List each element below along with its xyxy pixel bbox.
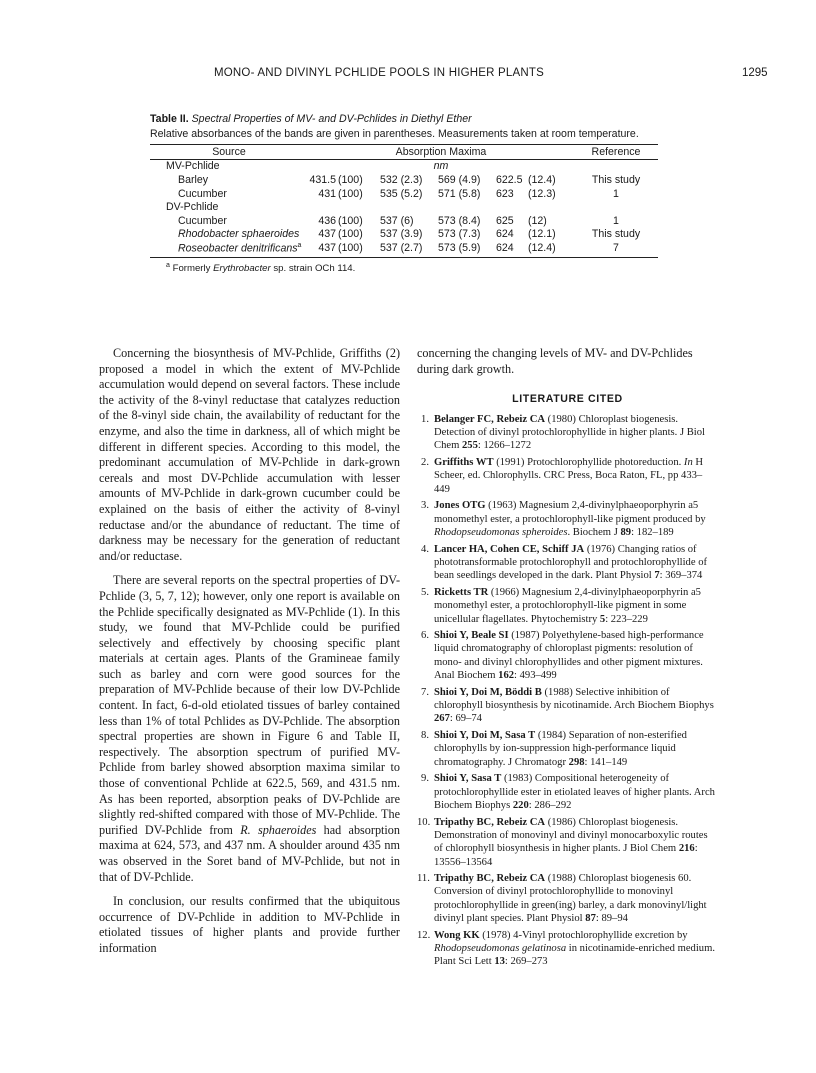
reference-text: (1978) 4-Vinyl protochlorophyllide excretion by bbox=[479, 929, 688, 941]
reference-number: 10. bbox=[417, 816, 431, 828]
cell: 625 bbox=[496, 214, 514, 227]
reference-text: (1987) Polyethylene-based high-performance liquid chromatography of chloroplast pigments: resolution of mono- and divinyl chlorophyllides and other pigment mixtures. Anal Biochem bbox=[434, 630, 704, 682]
reference-item bbox=[417, 872, 718, 925]
reference-item bbox=[417, 456, 718, 496]
cell: (100) bbox=[338, 214, 363, 227]
cell: (100) bbox=[338, 187, 363, 200]
cell: (12.1) bbox=[528, 228, 556, 241]
reference-authors: Jones OTG bbox=[434, 500, 486, 512]
row-source: Rhodobacter sphaeroides bbox=[178, 228, 300, 241]
reference-authors: Wong KK bbox=[434, 929, 480, 941]
reference-pages: : 89–94 bbox=[595, 913, 628, 925]
reference-number: 2. bbox=[421, 457, 429, 469]
page-number: 1295 bbox=[742, 67, 768, 79]
reference-authors: Lancer HA, Cohen CE, Schiff JA bbox=[434, 543, 585, 555]
reference-number: 8. bbox=[421, 730, 429, 742]
literature-cited-heading: LITERATURE CITED bbox=[512, 393, 623, 406]
cell: 437 bbox=[318, 228, 336, 241]
reference-number: 9. bbox=[421, 773, 429, 785]
reference-volume: 87 bbox=[585, 913, 596, 925]
reference-volume: 7 bbox=[654, 570, 660, 582]
paragraph: In conclusion, our results confirmed that the ubiquitous occurrence of DV-Pchlide in addition to MV-Pchlide in etiolated tissues of higher plants and provide further information bbox=[99, 894, 400, 955]
reference-item bbox=[417, 543, 718, 583]
row-source: Roseobacter denitrificans bbox=[178, 242, 298, 255]
cell: 537 (2.7) bbox=[380, 241, 423, 254]
reference-number: 1. bbox=[421, 413, 429, 425]
reference-text: (1976) Changing ratios of phototransformable protochlorophyll and protochlorophyllide of bean seedlings developed in the dark. Plant Physiol bbox=[434, 543, 708, 582]
reference-pages: : 1266–1272 bbox=[477, 440, 532, 452]
reference-pages: : 69–74 bbox=[449, 713, 482, 725]
row-reference: 1 bbox=[613, 187, 619, 200]
footnote-pre: Formerly bbox=[172, 262, 214, 274]
row-reference: This study bbox=[591, 228, 641, 241]
cell: (12.4) bbox=[528, 173, 556, 186]
reference-item bbox=[417, 729, 718, 769]
reference-number: 11. bbox=[417, 873, 430, 885]
reference-volume: 255 bbox=[461, 440, 478, 452]
left-column bbox=[99, 346, 400, 966]
row-source-cell bbox=[150, 241, 308, 255]
reference-pages: : 13556–13564 bbox=[434, 843, 698, 868]
reference-text: (1988) Chloroplast biogenesis 60. Conversion of divinyl protochlorophyllide to monovinyl protochlorophyllide in green(ing) barley, a dark monovinyl/light divinyl plant species. Plant Physiol bbox=[434, 873, 707, 925]
footnote-mark: a bbox=[166, 261, 170, 269]
reference-authors: Tripathy BC, Rebeiz CA bbox=[434, 873, 546, 885]
reference-volume: 89 bbox=[620, 526, 632, 538]
reference-item bbox=[417, 499, 718, 539]
header-absorption-maxima: Absorption Maxima bbox=[395, 145, 487, 158]
reference-text: (1986) Chloroplast biogenesis. Demonstration of monovinyl and divinyl monocarboxylic routes of chlorophyll biosynthesis in higher plants. J Biol Chem bbox=[434, 816, 708, 855]
table-title: Spectral Properties of MV- and DV-Pchlides in Diethyl Ether bbox=[191, 113, 472, 125]
row-reference: This study bbox=[591, 173, 641, 186]
reference-item bbox=[417, 929, 718, 969]
italic-organism: R. sphaeroides bbox=[240, 822, 317, 837]
reference-list bbox=[417, 413, 718, 969]
reference-authors: Shioi Y, Doi M, Sasa T bbox=[434, 730, 536, 742]
reference-volume: 5 bbox=[599, 613, 606, 625]
reference-pages: : 493–499 bbox=[514, 670, 557, 682]
reference-volume: 298 bbox=[568, 756, 585, 768]
reference-number: 4. bbox=[421, 543, 429, 555]
right-column bbox=[417, 346, 718, 972]
cell: 573 (8.4) bbox=[438, 214, 481, 227]
cell: 537 (6) bbox=[380, 214, 414, 227]
reference-text: (1984) Separation of non-esterified chlorophylls by ion-suppression high-performance liquid chromatography. J Chromatogr bbox=[434, 730, 687, 768]
reference-text: in nicotinamide-enriched medium. Plant Sci Lett bbox=[434, 943, 715, 968]
reference-item bbox=[417, 413, 718, 453]
cell: 624 bbox=[496, 241, 514, 254]
reference-item bbox=[417, 816, 718, 869]
reference-volume: 13 bbox=[494, 956, 505, 968]
reference-authors: Griffiths WT bbox=[434, 457, 494, 469]
cell: (12.3) bbox=[528, 187, 556, 200]
reference-authors: Shioi Y, Beale SI bbox=[434, 630, 509, 642]
row-reference: 7 bbox=[613, 241, 619, 254]
reference-number: 7. bbox=[421, 686, 429, 698]
reference-item bbox=[417, 686, 718, 726]
table-row bbox=[150, 214, 658, 228]
cell: 537 (3.9) bbox=[380, 228, 423, 241]
reference-authors: Tripathy BC, Rebeiz CA bbox=[434, 816, 546, 828]
reference-text: . Biochem J bbox=[567, 526, 621, 538]
reference-pages: : 286–292 bbox=[528, 799, 572, 811]
table-row bbox=[150, 173, 658, 187]
cell: 532 (2.3) bbox=[380, 173, 423, 186]
cell: 436 bbox=[318, 214, 336, 227]
reference-pages: : 369–374 bbox=[659, 570, 703, 582]
row-source: Cucumber bbox=[178, 187, 227, 200]
table-body bbox=[150, 145, 658, 255]
table-row bbox=[150, 187, 658, 201]
cell: 571 (5.8) bbox=[438, 187, 481, 200]
reference-number: 12. bbox=[417, 929, 431, 941]
reference-text: (1988) Selective inhibition of chlorophyll biosynthesis by nicotinamide. Arch Biochem Biophys bbox=[434, 686, 714, 712]
cell: 622.5 bbox=[496, 173, 523, 186]
group-label: MV-Pchlide bbox=[166, 160, 220, 173]
footnote-post: sp. strain OCh 114. bbox=[270, 262, 356, 274]
header-reference: Reference bbox=[591, 145, 641, 158]
reference-italic: Rhodopseudomonas spheroides bbox=[434, 526, 568, 538]
footnote-marker: a bbox=[297, 241, 302, 249]
units-label: nm bbox=[433, 160, 449, 173]
table-footnote bbox=[150, 262, 658, 274]
reference-authors: Shioi Y, Sasa T bbox=[434, 773, 502, 785]
reference-number: 5. bbox=[421, 586, 429, 598]
cell: 535 (5.2) bbox=[380, 187, 423, 200]
paragraph: Concerning the biosynthesis of MV-Pchlide, Griffiths (2) proposed a model in which the extent of MV-Pchlide accumulation would depend on several factors. These include the activity of the 8-vinyl reductase that catalyzes reduction of the 8-vinyl side chain, the availability of reductant for the enzyme, and also the time in darkness, all of which might be different in different species. According to this model, the predominant accumulation of MV-Pchlide in dark-grown cereals and most DV-Pchlide accumulation with lesser amounts of MV-Pchlide in dark-grown cucumber could be explained on the basis of either the activity of 8-vinyl reductase and/or the abundance of reductant. The time of darkness may be necessary for the generation of reductant and/or reductase. bbox=[99, 346, 400, 563]
reference-pages: : 182–189 bbox=[631, 526, 674, 538]
cell: (12.4) bbox=[528, 241, 556, 254]
table-note: Relative absorbances of the bands are given in parentheses. Measurements taken at room temperature. bbox=[150, 128, 639, 140]
reference-text: (1980) Chloroplast biogenesis. Detection of divinyl protochlorophyllide in higher plants. J Biol Chem bbox=[434, 413, 705, 452]
reference-number: 3. bbox=[421, 500, 429, 512]
cell: (100) bbox=[338, 228, 363, 241]
cell: 573 (7.3) bbox=[438, 228, 481, 241]
cell: 623 bbox=[496, 187, 514, 200]
running-head: MONO- AND DIVINYL PCHLIDE POOLS IN HIGHER PLANTS bbox=[214, 67, 544, 79]
table-row bbox=[150, 241, 658, 255]
reference-item bbox=[417, 629, 718, 682]
reference-number: 6. bbox=[421, 630, 429, 642]
group-label: DV-Pchlide bbox=[166, 201, 219, 214]
reference-volume: 216 bbox=[678, 843, 695, 855]
reference-text: (1966) Magnesium 2,4-divinylphaeoporphyrin a5 monomethyl ester, a protochlorophyll-like pigment in some unicellular flagellates. Phytochemistry bbox=[434, 586, 701, 625]
reference-pages: : 223–229 bbox=[605, 613, 648, 625]
cell: 569 (4.9) bbox=[438, 173, 481, 186]
row-source: Cucumber bbox=[178, 214, 227, 227]
header-source: Source bbox=[212, 145, 246, 158]
reference-text: (1963) Magnesium 2,4-divinylphaeoporphyrin a5 monomethyl ester, a protochlorophyll-like pigment produced by bbox=[434, 500, 706, 525]
table-caption bbox=[150, 112, 658, 126]
reference-pages: : 141–149 bbox=[584, 756, 628, 768]
table-row bbox=[150, 228, 658, 242]
table-label: Table II. bbox=[150, 113, 189, 125]
reference-text: (1991) Protochlorophyllide photoreduction. bbox=[493, 457, 684, 469]
reference-authors: Ricketts TR bbox=[434, 586, 489, 598]
row-source: Barley bbox=[178, 173, 209, 186]
reference-text: H Scheer, ed. Chlorophylls. CRC Press, Boca Raton, FL, pp 433–449 bbox=[434, 457, 704, 495]
cell: 437 bbox=[318, 241, 336, 254]
reference-volume: 162 bbox=[498, 670, 515, 682]
cell: (100) bbox=[338, 241, 363, 254]
row-reference: 1 bbox=[613, 214, 619, 227]
reference-volume: 220 bbox=[512, 799, 529, 811]
reference-authors: Shioi Y, Doi M, Böddi B bbox=[434, 686, 542, 698]
paragraph: There are several reports on the spectral properties of DV-Pchlide (3, 5, 7, 12); however, only one report is available on the Pchlide specifically designated as MV-Pchlide (1). In this study, we found that MV-Pchlide could be purified selectively and effectively by choosing specific plant materials at certain ages. Plants of the Gramineae family such as barley and corn were good sources for the preparation of MV-Pchlide because of their low DV-Pchlide content. In fact, 6-d-old etiolated tissues of barley contained less than 1% of total Pchlides as DV-Pchlide. The absorption spectral properties are shown in Figure 6 and Table II, respectively. The absorption spectrum of purified MV-Pchlide from barley showed absorption maxima similar to those of conventional Pchlide at 622.5, 569, and 431.5 nm. As has been reported, absorption peaks of DV-Pchlide are slightly red-shifted compared with those of MV-Pchlide. The purified DV-Pchlide from R. sphaeroides had absorption maxima at 624, 573, and 437 nm. A shoulder around 435 nm was observed in the Soret band of MV-Pchlide, but not in that of DV-Pchlide. bbox=[99, 573, 400, 884]
reference-pages: : 269–273 bbox=[504, 956, 548, 968]
cell: (12) bbox=[528, 214, 547, 227]
reference-volume: 267 bbox=[434, 713, 450, 725]
reference-item bbox=[417, 772, 718, 812]
table-ii bbox=[150, 112, 658, 274]
table-rule-bottom bbox=[150, 257, 658, 258]
reference-italic: Rhodopseudomonas gelatinosa bbox=[434, 943, 567, 955]
reference-authors: Belanger FC, Rebeiz CA bbox=[434, 413, 546, 425]
cell: 431 bbox=[318, 187, 336, 200]
cell: 431.5 bbox=[309, 173, 336, 186]
cell: (100) bbox=[338, 173, 363, 186]
reference-text: (1983) Compositional heterogeneity of protochlorophyllide ester in etiolated leaves of higher plants. Arch Biochem Biophys bbox=[434, 773, 715, 811]
reference-item bbox=[417, 586, 718, 626]
cell: 573 (5.9) bbox=[438, 241, 481, 254]
footnote-italic: Erythrobacter bbox=[213, 262, 271, 274]
reference-italic: In bbox=[683, 457, 693, 469]
cell: 624 bbox=[496, 228, 514, 241]
paragraph-continued: concerning the changing levels of MV- and DV-Pchlides during dark growth. bbox=[417, 346, 693, 376]
